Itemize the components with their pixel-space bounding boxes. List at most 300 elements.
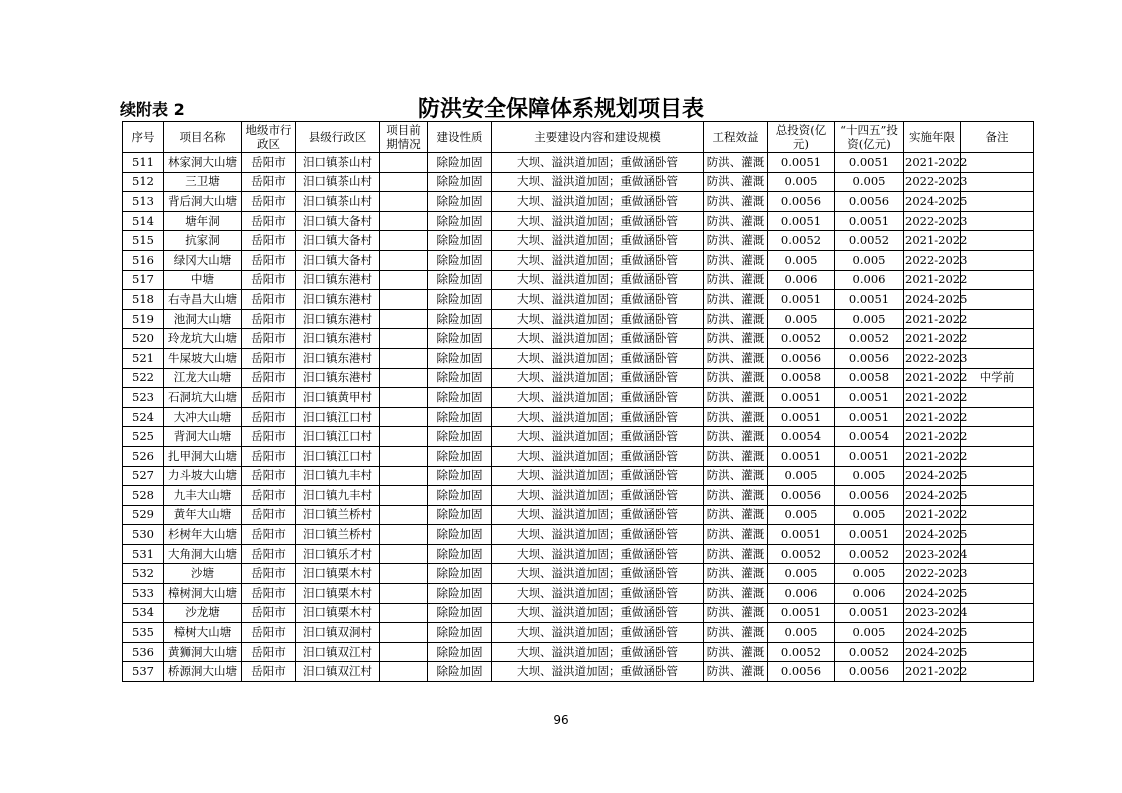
cell-main-content: 大坝、溢洪道加固；重做涵卧管 — [492, 544, 704, 564]
cell-prefecture: 岳阳市 — [242, 211, 296, 231]
cell-county: 汨口镇栗木村 — [296, 603, 380, 623]
table-row — [123, 153, 1034, 173]
cell-total-investment: 0.0056 — [768, 662, 835, 682]
cell-construction-type: 除险加固 — [428, 564, 492, 584]
cell-seq: 536 — [123, 642, 164, 662]
cell-remarks — [961, 231, 1034, 251]
cell-county: 汨口镇江口村 — [296, 427, 380, 447]
cell-period: 2024-2025 — [904, 584, 961, 604]
cell-main-content: 大坝、溢洪道加固；重做涵卧管 — [492, 623, 704, 643]
cell-construction-type: 除险加固 — [428, 231, 492, 251]
cell-preliminary — [380, 642, 428, 662]
cell-period: 2021-2022 — [904, 368, 961, 388]
cell-main-content: 大坝、溢洪道加固；重做涵卧管 — [492, 603, 704, 623]
cell-project-name: 杉树年大山塘 — [164, 525, 242, 545]
cell-remarks — [961, 564, 1034, 584]
cell-preliminary — [380, 172, 428, 192]
cell-seq: 523 — [123, 388, 164, 408]
cell-benefit: 防洪、灌溉 — [704, 211, 768, 231]
cell-benefit: 防洪、灌溉 — [704, 290, 768, 310]
table-continuation-label: 续附表 2 — [120, 100, 185, 119]
cell-period: 2021-2022 — [904, 388, 961, 408]
cell-period: 2023-2024 — [904, 544, 961, 564]
cell-seq: 515 — [123, 231, 164, 251]
table-body — [123, 153, 1034, 682]
cell-remarks — [961, 388, 1034, 408]
cell-construction-type: 除险加固 — [428, 250, 492, 270]
cell-total-investment: 0.0051 — [768, 290, 835, 310]
cell-construction-type: 除险加固 — [428, 525, 492, 545]
cell-main-content: 大坝、溢洪道加固；重做涵卧管 — [492, 250, 704, 270]
cell-county: 汨口镇栗木村 — [296, 564, 380, 584]
table-row — [123, 544, 1034, 564]
cell-period: 2021-2022 — [904, 505, 961, 525]
cell-remarks — [961, 407, 1034, 427]
cell-construction-type: 除险加固 — [428, 544, 492, 564]
cell-prefecture: 岳阳市 — [242, 368, 296, 388]
cell-county: 汨口镇九丰村 — [296, 486, 380, 506]
cell-preliminary — [380, 584, 428, 604]
table-row — [123, 192, 1034, 212]
cell-benefit: 防洪、灌溉 — [704, 407, 768, 427]
cell-main-content: 大坝、溢洪道加固；重做涵卧管 — [492, 388, 704, 408]
cell-prefecture: 岳阳市 — [242, 388, 296, 408]
cell-remarks — [961, 446, 1034, 466]
table-header-row — [123, 122, 1034, 153]
cell-preliminary — [380, 623, 428, 643]
cell-project-name: 抗家洞 — [164, 231, 242, 251]
cell-period: 2021-2022 — [904, 427, 961, 447]
cell-benefit: 防洪、灌溉 — [704, 231, 768, 251]
cell-construction-type: 除险加固 — [428, 446, 492, 466]
cell-preliminary — [380, 407, 428, 427]
table-row — [123, 446, 1034, 466]
cell-total-investment: 0.0052 — [768, 329, 835, 349]
cell-project-name: 力斗坡大山塘 — [164, 466, 242, 486]
cell-county: 汨口镇东港村 — [296, 368, 380, 388]
cell-main-content: 大坝、溢洪道加固；重做涵卧管 — [492, 662, 704, 682]
cell-prefecture: 岳阳市 — [242, 153, 296, 173]
cell-seq: 517 — [123, 270, 164, 290]
cell-total-investment: 0.0056 — [768, 192, 835, 212]
cell-project-name: 玲龙坑大山塘 — [164, 329, 242, 349]
cell-remarks — [961, 192, 1034, 212]
cell-project-name: 绿冈大山塘 — [164, 250, 242, 270]
cell-remarks — [961, 270, 1034, 290]
col-header-14th-investment: “十四五”投资(亿元) — [835, 122, 904, 153]
cell-total-investment: 0.006 — [768, 270, 835, 290]
cell-total-investment: 0.0051 — [768, 407, 835, 427]
cell-benefit: 防洪、灌溉 — [704, 603, 768, 623]
cell-14th-investment: 0.0052 — [835, 544, 904, 564]
cell-remarks — [961, 290, 1034, 310]
cell-construction-type: 除险加固 — [428, 192, 492, 212]
cell-main-content: 大坝、溢洪道加固；重做涵卧管 — [492, 192, 704, 212]
cell-prefecture: 岳阳市 — [242, 584, 296, 604]
table-row — [123, 662, 1034, 682]
cell-benefit: 防洪、灌溉 — [704, 662, 768, 682]
cell-construction-type: 除险加固 — [428, 407, 492, 427]
cell-14th-investment: 0.0058 — [835, 368, 904, 388]
cell-project-name: 沙龙塘 — [164, 603, 242, 623]
cell-main-content: 大坝、溢洪道加固；重做涵卧管 — [492, 309, 704, 329]
cell-remarks — [961, 505, 1034, 525]
cell-project-name: 石洞坑大山塘 — [164, 388, 242, 408]
col-header-project-name: 项目名称 — [164, 122, 242, 153]
table-row — [123, 427, 1034, 447]
col-header-construction-type: 建设性质 — [428, 122, 492, 153]
cell-prefecture: 岳阳市 — [242, 544, 296, 564]
cell-total-investment: 0.0051 — [768, 153, 835, 173]
cell-14th-investment: 0.005 — [835, 505, 904, 525]
cell-preliminary — [380, 153, 428, 173]
cell-county: 汨口镇兰桥村 — [296, 525, 380, 545]
cell-prefecture: 岳阳市 — [242, 466, 296, 486]
cell-benefit: 防洪、灌溉 — [704, 623, 768, 643]
cell-14th-investment: 0.0052 — [835, 329, 904, 349]
cell-preliminary — [380, 446, 428, 466]
cell-construction-type: 除险加固 — [428, 348, 492, 368]
cell-main-content: 大坝、溢洪道加固；重做涵卧管 — [492, 505, 704, 525]
cell-project-name: 右寺昌大山塘 — [164, 290, 242, 310]
cell-period: 2022-2023 — [904, 348, 961, 368]
cell-total-investment: 0.0052 — [768, 231, 835, 251]
cell-14th-investment: 0.0056 — [835, 486, 904, 506]
cell-prefecture: 岳阳市 — [242, 348, 296, 368]
cell-benefit: 防洪、灌溉 — [704, 525, 768, 545]
table-row — [123, 584, 1034, 604]
cell-period: 2021-2022 — [904, 309, 961, 329]
cell-construction-type: 除险加固 — [428, 368, 492, 388]
col-header-county: 县级行政区 — [296, 122, 380, 153]
cell-prefecture: 岳阳市 — [242, 407, 296, 427]
cell-remarks — [961, 662, 1034, 682]
cell-prefecture: 岳阳市 — [242, 623, 296, 643]
cell-main-content: 大坝、溢洪道加固；重做涵卧管 — [492, 407, 704, 427]
cell-14th-investment: 0.0051 — [835, 388, 904, 408]
cell-prefecture: 岳阳市 — [242, 486, 296, 506]
cell-main-content: 大坝、溢洪道加固；重做涵卧管 — [492, 446, 704, 466]
table-row — [123, 388, 1034, 408]
table-row — [123, 211, 1034, 231]
cell-prefecture: 岳阳市 — [242, 329, 296, 349]
cell-total-investment: 0.005 — [768, 172, 835, 192]
cell-seq: 529 — [123, 505, 164, 525]
cell-seq: 530 — [123, 525, 164, 545]
cell-county: 汨口镇东港村 — [296, 329, 380, 349]
cell-main-content: 大坝、溢洪道加固；重做涵卧管 — [492, 525, 704, 545]
cell-prefecture: 岳阳市 — [242, 505, 296, 525]
cell-remarks — [961, 348, 1034, 368]
cell-construction-type: 除险加固 — [428, 172, 492, 192]
cell-period: 2024-2025 — [904, 192, 961, 212]
cell-benefit: 防洪、灌溉 — [704, 642, 768, 662]
cell-main-content: 大坝、溢洪道加固；重做涵卧管 — [492, 211, 704, 231]
cell-benefit: 防洪、灌溉 — [704, 584, 768, 604]
cell-project-name: 牛屎坡大山塘 — [164, 348, 242, 368]
cell-seq: 527 — [123, 466, 164, 486]
table-row — [123, 623, 1034, 643]
cell-county: 汨口镇乐才村 — [296, 544, 380, 564]
cell-main-content: 大坝、溢洪道加固；重做涵卧管 — [492, 290, 704, 310]
cell-benefit: 防洪、灌溉 — [704, 309, 768, 329]
cell-total-investment: 0.005 — [768, 623, 835, 643]
cell-total-investment: 0.005 — [768, 309, 835, 329]
cell-14th-investment: 0.0051 — [835, 407, 904, 427]
col-header-period: 实施年限 — [904, 122, 961, 153]
cell-main-content: 大坝、溢洪道加固；重做涵卧管 — [492, 329, 704, 349]
cell-main-content: 大坝、溢洪道加固；重做涵卧管 — [492, 172, 704, 192]
cell-period: 2021-2022 — [904, 329, 961, 349]
table-row — [123, 368, 1034, 388]
cell-project-name: 大角洞大山塘 — [164, 544, 242, 564]
cell-prefecture: 岳阳市 — [242, 290, 296, 310]
cell-seq: 537 — [123, 662, 164, 682]
cell-period: 2024-2025 — [904, 642, 961, 662]
cell-seq: 511 — [123, 153, 164, 173]
cell-period: 2022-2023 — [904, 211, 961, 231]
cell-total-investment: 0.0054 — [768, 427, 835, 447]
cell-benefit: 防洪、灌溉 — [704, 192, 768, 212]
cell-benefit: 防洪、灌溉 — [704, 388, 768, 408]
cell-project-name: 扎甲洞大山塘 — [164, 446, 242, 466]
cell-main-content: 大坝、溢洪道加固；重做涵卧管 — [492, 348, 704, 368]
cell-project-name: 背洞大山塘 — [164, 427, 242, 447]
table-row — [123, 348, 1034, 368]
cell-14th-investment: 0.005 — [835, 623, 904, 643]
cell-remarks — [961, 466, 1034, 486]
cell-total-investment: 0.0056 — [768, 486, 835, 506]
table-row — [123, 505, 1034, 525]
cell-seq: 518 — [123, 290, 164, 310]
cell-period: 2021-2022 — [904, 662, 961, 682]
cell-total-investment: 0.006 — [768, 584, 835, 604]
cell-preliminary — [380, 250, 428, 270]
cell-preliminary — [380, 662, 428, 682]
cell-construction-type: 除险加固 — [428, 623, 492, 643]
col-header-remarks: 备注 — [961, 122, 1034, 153]
cell-project-name: 塘年洞 — [164, 211, 242, 231]
cell-prefecture: 岳阳市 — [242, 309, 296, 329]
cell-county: 汨口镇栗木村 — [296, 584, 380, 604]
cell-preliminary — [380, 211, 428, 231]
cell-county: 汨口镇东港村 — [296, 290, 380, 310]
project-table — [122, 121, 1034, 682]
cell-county: 汨口镇兰桥村 — [296, 505, 380, 525]
cell-construction-type: 除险加固 — [428, 388, 492, 408]
cell-preliminary — [380, 309, 428, 329]
cell-remarks — [961, 211, 1034, 231]
cell-benefit: 防洪、灌溉 — [704, 564, 768, 584]
cell-14th-investment: 0.0051 — [835, 211, 904, 231]
col-header-seq: 序号 — [123, 122, 164, 153]
cell-construction-type: 除险加固 — [428, 153, 492, 173]
cell-county: 汨口镇大备村 — [296, 250, 380, 270]
cell-county: 汨口镇双江村 — [296, 642, 380, 662]
cell-preliminary — [380, 388, 428, 408]
page-title: 防洪安全保障体系规划项目表 — [417, 97, 704, 122]
table-row — [123, 603, 1034, 623]
cell-project-name: 林家洞大山塘 — [164, 153, 242, 173]
cell-remarks — [961, 153, 1034, 173]
cell-project-name: 黄年大山塘 — [164, 505, 242, 525]
cell-benefit: 防洪、灌溉 — [704, 486, 768, 506]
col-header-benefit: 工程效益 — [704, 122, 768, 153]
cell-preliminary — [380, 427, 428, 447]
table-row — [123, 329, 1034, 349]
cell-remarks — [961, 309, 1034, 329]
cell-preliminary — [380, 486, 428, 506]
cell-county: 汨口镇大备村 — [296, 231, 380, 251]
cell-seq: 516 — [123, 250, 164, 270]
cell-seq: 513 — [123, 192, 164, 212]
cell-total-investment: 0.0052 — [768, 642, 835, 662]
cell-project-name: 大冲大山塘 — [164, 407, 242, 427]
cell-prefecture: 岳阳市 — [242, 564, 296, 584]
table-row — [123, 466, 1034, 486]
cell-construction-type: 除险加固 — [428, 466, 492, 486]
cell-main-content: 大坝、溢洪道加固；重做涵卧管 — [492, 153, 704, 173]
cell-14th-investment: 0.005 — [835, 250, 904, 270]
cell-seq: 531 — [123, 544, 164, 564]
cell-construction-type: 除险加固 — [428, 211, 492, 231]
page-number: 96 — [553, 713, 569, 727]
cell-period: 2022-2023 — [904, 250, 961, 270]
table-row — [123, 250, 1034, 270]
cell-benefit: 防洪、灌溉 — [704, 270, 768, 290]
cell-remarks — [961, 486, 1034, 506]
cell-preliminary — [380, 603, 428, 623]
table-row — [123, 172, 1034, 192]
cell-remarks — [961, 544, 1034, 564]
cell-preliminary — [380, 368, 428, 388]
cell-seq: 535 — [123, 623, 164, 643]
cell-county: 汨口镇黄甲村 — [296, 388, 380, 408]
col-header-preliminary: 项目前期情况 — [380, 122, 428, 153]
cell-construction-type: 除险加固 — [428, 662, 492, 682]
cell-remarks — [961, 525, 1034, 545]
cell-period: 2021-2022 — [904, 446, 961, 466]
cell-period: 2024-2025 — [904, 525, 961, 545]
cell-seq: 512 — [123, 172, 164, 192]
cell-county: 汨口镇东港村 — [296, 270, 380, 290]
cell-14th-investment: 0.0052 — [835, 642, 904, 662]
cell-remarks: 中学前 — [961, 368, 1034, 388]
cell-14th-investment: 0.0051 — [835, 153, 904, 173]
cell-14th-investment: 0.005 — [835, 466, 904, 486]
cell-14th-investment: 0.0051 — [835, 290, 904, 310]
cell-project-name: 背后洞大山塘 — [164, 192, 242, 212]
cell-14th-investment: 0.0054 — [835, 427, 904, 447]
cell-county: 汨口镇双洞村 — [296, 623, 380, 643]
cell-preliminary — [380, 564, 428, 584]
table-row — [123, 309, 1034, 329]
cell-total-investment: 0.0058 — [768, 368, 835, 388]
cell-benefit: 防洪、灌溉 — [704, 505, 768, 525]
cell-total-investment: 0.005 — [768, 250, 835, 270]
cell-benefit: 防洪、灌溉 — [704, 466, 768, 486]
cell-seq: 528 — [123, 486, 164, 506]
cell-project-name: 江龙大山塘 — [164, 368, 242, 388]
cell-total-investment: 0.005 — [768, 466, 835, 486]
cell-main-content: 大坝、溢洪道加固；重做涵卧管 — [492, 584, 704, 604]
cell-preliminary — [380, 231, 428, 251]
table-row — [123, 290, 1034, 310]
cell-seq: 522 — [123, 368, 164, 388]
table-row — [123, 486, 1034, 506]
cell-project-name: 桥源洞大山塘 — [164, 662, 242, 682]
col-header-prefecture: 地级市行政区 — [242, 122, 296, 153]
cell-remarks — [961, 427, 1034, 447]
cell-project-name: 黄狮洞大山塘 — [164, 642, 242, 662]
cell-prefecture: 岳阳市 — [242, 192, 296, 212]
cell-seq: 532 — [123, 564, 164, 584]
cell-prefecture: 岳阳市 — [242, 446, 296, 466]
cell-county: 汨口镇东港村 — [296, 309, 380, 329]
cell-period: 2021-2022 — [904, 407, 961, 427]
cell-prefecture: 岳阳市 — [242, 603, 296, 623]
cell-main-content: 大坝、溢洪道加固；重做涵卧管 — [492, 466, 704, 486]
cell-14th-investment: 0.0051 — [835, 603, 904, 623]
cell-14th-investment: 0.0056 — [835, 192, 904, 212]
cell-county: 汨口镇茶山村 — [296, 172, 380, 192]
cell-project-name: 樟树大山塘 — [164, 623, 242, 643]
cell-seq: 521 — [123, 348, 164, 368]
cell-period: 2023-2024 — [904, 603, 961, 623]
cell-remarks — [961, 584, 1034, 604]
cell-preliminary — [380, 525, 428, 545]
cell-benefit: 防洪、灌溉 — [704, 172, 768, 192]
table-row — [123, 270, 1034, 290]
cell-main-content: 大坝、溢洪道加固；重做涵卧管 — [492, 270, 704, 290]
cell-preliminary — [380, 290, 428, 310]
cell-prefecture: 岳阳市 — [242, 662, 296, 682]
cell-preliminary — [380, 348, 428, 368]
cell-total-investment: 0.0051 — [768, 446, 835, 466]
cell-period: 2024-2025 — [904, 486, 961, 506]
cell-seq: 514 — [123, 211, 164, 231]
table-row — [123, 642, 1034, 662]
cell-14th-investment: 0.0051 — [835, 525, 904, 545]
cell-remarks — [961, 623, 1034, 643]
cell-construction-type: 除险加固 — [428, 603, 492, 623]
cell-prefecture: 岳阳市 — [242, 642, 296, 662]
cell-benefit: 防洪、灌溉 — [704, 153, 768, 173]
cell-main-content: 大坝、溢洪道加固；重做涵卧管 — [492, 231, 704, 251]
cell-preliminary — [380, 329, 428, 349]
cell-prefecture: 岳阳市 — [242, 525, 296, 545]
cell-period: 2024-2025 — [904, 290, 961, 310]
cell-total-investment: 0.0051 — [768, 603, 835, 623]
cell-preliminary — [380, 192, 428, 212]
cell-total-investment: 0.0056 — [768, 348, 835, 368]
cell-remarks — [961, 329, 1034, 349]
cell-construction-type: 除险加固 — [428, 486, 492, 506]
cell-county: 汨口镇双江村 — [296, 662, 380, 682]
cell-construction-type: 除险加固 — [428, 642, 492, 662]
cell-seq: 519 — [123, 309, 164, 329]
cell-total-investment: 0.005 — [768, 505, 835, 525]
cell-benefit: 防洪、灌溉 — [704, 348, 768, 368]
cell-seq: 526 — [123, 446, 164, 466]
cell-project-name: 樟树洞大山塘 — [164, 584, 242, 604]
cell-total-investment: 0.0051 — [768, 525, 835, 545]
cell-prefecture: 岳阳市 — [242, 250, 296, 270]
cell-main-content: 大坝、溢洪道加固；重做涵卧管 — [492, 486, 704, 506]
col-header-total-investment: 总投资(亿元) — [768, 122, 835, 153]
cell-14th-investment: 0.006 — [835, 584, 904, 604]
cell-preliminary — [380, 544, 428, 564]
